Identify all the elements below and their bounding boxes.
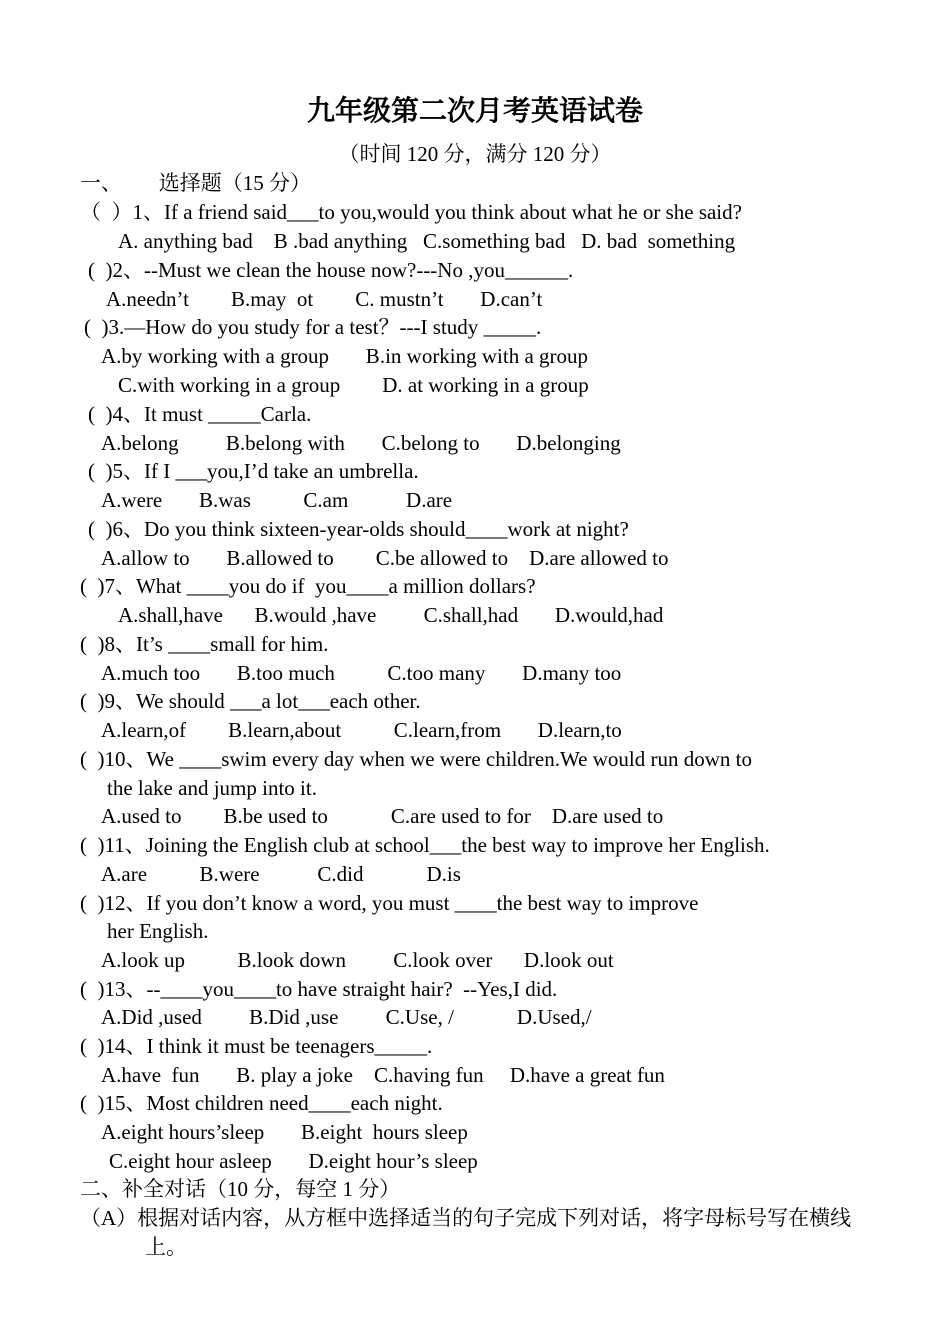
exam-title: 九年级第二次月考英语试卷 (306, 96, 643, 127)
question-9: ( )9、We should ___a lot___each other. (80, 689, 421, 713)
question-12-continued: her English. (107, 919, 209, 943)
question-5: ( )5、If I ___you,I’d take an umbrella. (88, 459, 419, 483)
question-4-options: A.belong B.belong with C.belong to D.belonging (101, 431, 621, 455)
question-14: ( )14、I think it must be teenagers_____. (80, 1034, 433, 1058)
question-2: ( )2、--Must we clean the house now?---No ,you______. (88, 258, 574, 282)
question-8-options: A.much too B.too much C.too many D.many too (101, 661, 622, 685)
question-4: ( )4、It must _____Carla. (88, 402, 312, 426)
question-1-options: A. anything bad B .bad anything C.something bad D. bad something (118, 229, 736, 253)
question-13-options: A.Did ,used B.Did ,use C.Use, / D.Used,/ (101, 1005, 592, 1029)
question-14-options: A.have fun B. play a joke C.having fun D.have a great fun (101, 1063, 665, 1087)
exam-subtitle: （时间 120 分，满分 120 分） (338, 142, 612, 166)
question-3-options-a: A.by working with a group B.in working with a group (101, 344, 589, 368)
question-8: ( )8、It’s ____small for him. (80, 632, 329, 656)
question-11-options: A.are B.were C.did D.is (101, 862, 461, 886)
question-11: ( )11、Joining the English club at school___the best way to improve her English. (80, 833, 770, 857)
question-12: ( )12、If you don’t know a word, you must ____the best way to improve (80, 891, 699, 915)
question-2-options: A.needn’t B.may ot C. mustn’t D.can’t (106, 287, 543, 311)
section2-instruction-continued: 上。 (145, 1235, 187, 1259)
question-9-options: A.learn,of B.learn,about C.learn,from D.learn,to (101, 718, 622, 742)
question-15-options-a: A.eight hours’sleep B.eight hours sleep (101, 1120, 468, 1144)
section2-heading: 二、补全对话（10 分，每空 1 分） (80, 1177, 401, 1201)
question-6-options: A.allow to B.allowed to C.be allowed to D.are allowed to (101, 546, 669, 570)
question-7: ( )7、What ____you do if you____a million dollars? (80, 574, 536, 598)
question-1: （ ）1、If a friend said___to you,would you think about what he or she said? (80, 200, 742, 224)
question-13: ( )13、--____you____to have straight hair? --Yes,I did. (80, 977, 558, 1001)
question-15: ( )15、Most children need____each night. (80, 1091, 443, 1115)
question-5-options: A.were B.was C.am D.are (101, 488, 453, 512)
section2-instruction: （A）根据对话内容，从方框中选择适当的句子完成下列对话，将字母标号写在横线 (80, 1206, 852, 1230)
question-10-options: A.used to B.be used to C.are used to for D.are used to (101, 804, 664, 828)
question-6: ( )6、Do you think sixteen-year-olds should____work at night? (88, 517, 629, 541)
question-10-continued: the lake and jump into it. (107, 776, 317, 800)
question-15-options-b: C.eight hour asleep D.eight hour’s sleep (109, 1149, 478, 1173)
question-3-options-b: C.with working in a group D. at working in a group (118, 373, 589, 397)
question-12-options: A.look up B.look down C.look over D.look out (101, 948, 614, 972)
section1-heading: 一、 选择题（15 分） (80, 171, 311, 195)
question-7-options: A.shall,have B.would ,have C.shall,had D.would,had (118, 603, 664, 627)
question-3: ( )3.—How do you study for a test？---I study _____. (84, 315, 542, 339)
question-10: ( )10、We ____swim every day when we were children.We would run down to (80, 747, 752, 771)
